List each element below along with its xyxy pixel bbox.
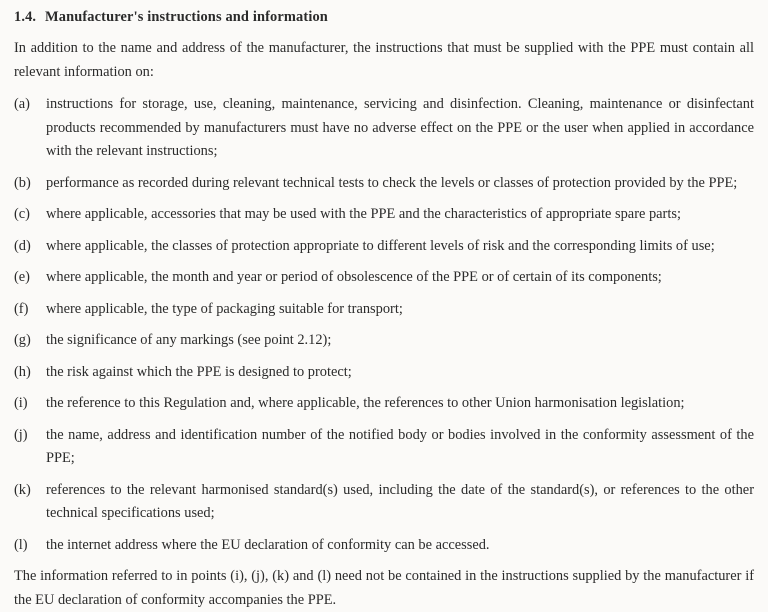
list-item-marker: (f) [14, 300, 29, 317]
list-item-marker: (l) [14, 536, 28, 553]
list-item-text: the significance of any markings (see point 2.12); [46, 332, 332, 348]
list-item-text: the internet address where the EU declaration of conformity can be accessed. [46, 536, 490, 553]
list-item-text: instructions for storage, use, cleaning, maintenance, servicing and disinfection. Cleaning, maintenance or disinfectant products recommended by manufacturers must have no adverse effect on the PPE or the user when applied in accordance with the relevant instructions; [46, 96, 754, 159]
list-item-text: where applicable, the classes of protection appropriate to different levels of risk and the corresponding limits of use; [46, 237, 715, 254]
list-item-text: the reference to this Regulation and, where applicable, the references to other Union harmonisation legislation; [46, 395, 685, 411]
list-item-text: performance as recorded during relevant technical tests to check the levels or classes of protection provided by the PPE; [46, 174, 738, 191]
list-item-text: references to the relevant harmonised standard(s) used, including the date of the standard(s), or references to the other technical specifications used; [46, 481, 754, 521]
list-item-marker: (e) [14, 269, 30, 285]
list-item [14, 479, 754, 526]
list-item-marker: (h) [14, 363, 31, 380]
list-item-marker: (g) [14, 332, 31, 348]
list-item-marker: (k) [14, 481, 31, 498]
list-item-marker: (i) [14, 395, 28, 411]
closing-paragraph: The information referred to in points (i), (j), (k) and (l) need not be contained in the instructions supplied by the manufacturer if the EU declaration of conformity accompanies the PPE. [14, 568, 754, 608]
list-item [14, 392, 754, 416]
list-item-text: where applicable, the month and year or period of obsolescence of the PPE or of certain of its components; [46, 269, 662, 285]
list-item-marker: (d) [14, 237, 31, 254]
list-item [14, 266, 754, 290]
list-item [14, 203, 754, 227]
intro-paragraph: In addition to the name and address of the manufacturer, the instructions that must be supplied with the PPE must contain all relevant information on: [14, 40, 754, 80]
section-heading-title: Manufacturer's instructions and information [45, 9, 328, 25]
list-item [14, 298, 754, 322]
list-item-text: where applicable, the type of packaging suitable for transport; [46, 300, 403, 317]
lettered-list [14, 93, 754, 557]
list-item [14, 329, 754, 353]
list-item-text: where applicable, accessories that may be used with the PPE and the characteristics of appropriate spare parts; [46, 206, 681, 222]
list-item [14, 534, 754, 558]
list-item-text: the risk against which the PPE is designed to protect; [46, 363, 352, 380]
list-item-text: the name, address and identification number of the notified body or bodies involved in the conformity assessment of the PPE; [46, 426, 754, 466]
list-item [14, 235, 754, 259]
list-item [14, 361, 754, 385]
list-item-marker: (a) [14, 96, 30, 112]
list-item-marker: (j) [14, 426, 28, 443]
list-item-marker: (c) [14, 206, 30, 222]
list-item [14, 424, 754, 471]
list-item [14, 93, 754, 164]
list-item-marker: (b) [14, 174, 31, 191]
section-heading [14, 7, 754, 27]
list-item [14, 172, 754, 196]
section-heading-number: 1.4. [14, 9, 37, 25]
